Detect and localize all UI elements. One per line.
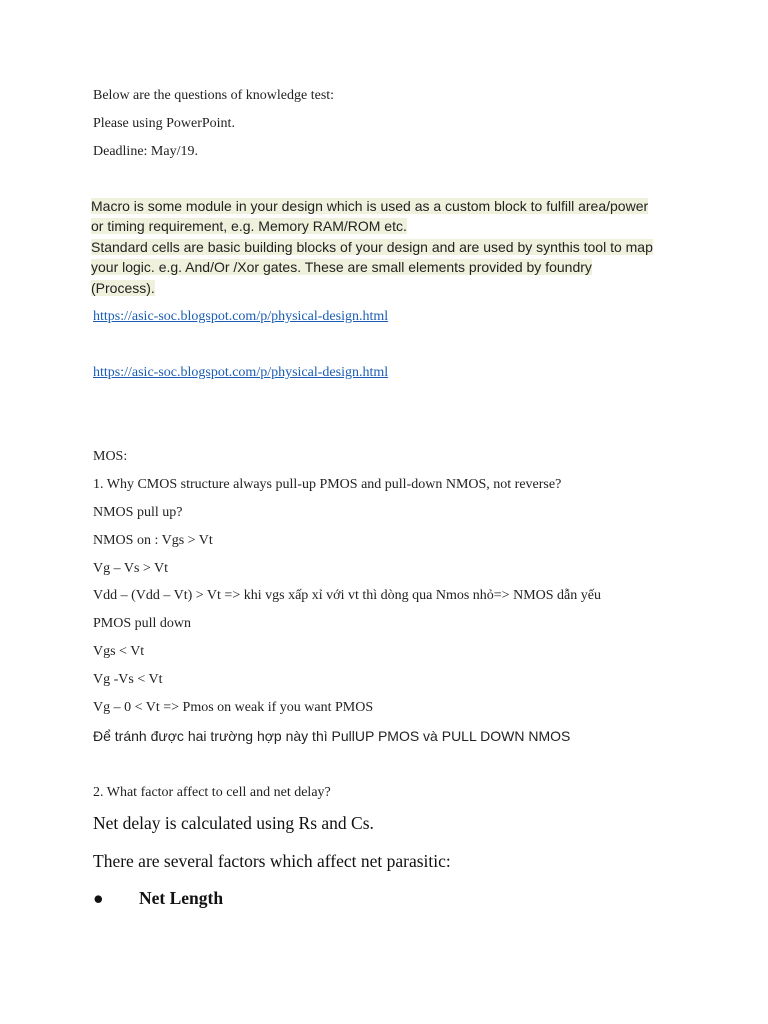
mos-line-4: Vdd – (Vdd – Vt) > Vt => khi vgs xấp xỉ với vt thì dòng qua Nmos nhỏ=> NMOS dẫn yếu: [93, 588, 601, 603]
mos-heading: MOS:: [93, 449, 128, 464]
mos-line-7: Vg -Vs < Vt: [93, 672, 163, 687]
question-1: 1. Why CMOS structure always pull-up PMOS and pull-down NMOS, not reverse?: [93, 477, 562, 492]
mos-line-5: PMOS pull down: [93, 616, 192, 631]
question-2: 2. What factor affect to cell and net delay?: [93, 785, 331, 800]
mos-line-1: NMOS pull up?: [93, 505, 183, 520]
mos-line-6: Vgs < Vt: [93, 644, 145, 659]
intro-line-1: Below are the questions of knowledge test:: [93, 88, 335, 103]
mos-line-2: NMOS on : Vgs > Vt: [93, 533, 213, 548]
net-delay-statement: Net delay is calculated using Rs and Cs.: [93, 813, 374, 833]
bullet-icon: ●: [93, 888, 104, 908]
mos-line-9: Để tránh được hai trường hợp này thì PullUP PMOS và PULL DOWN NMOS: [93, 728, 571, 744]
standard-cells-definition: Standard cells are basic building blocks of your design and are used by synthis tool to map your logic. e.g. And/Or /Xor gates. These are small elements provided by foundry (Process).: [91, 238, 653, 296]
bullet-item-net-length: Net Length: [139, 888, 224, 908]
net-parasitic-statement: There are several factors which affect net parasitic:: [93, 851, 451, 871]
mos-line-3: Vg – Vs > Vt: [93, 561, 169, 576]
macro-definition: Macro is some module in your design which is used as a custom block to fulfill area/power or timing requirement, e.g. Memory RAM/ROM etc.: [91, 198, 649, 235]
mos-line-8: Vg – 0 < Vt => Pmos on weak if you want PMOS: [93, 700, 374, 715]
physical-design-link-2[interactable]: https://asic-soc.blogspot.com/p/physical-design.html: [93, 365, 389, 380]
bullet-list-item: [93, 888, 223, 909]
highlighted-definitions: [91, 196, 657, 298]
physical-design-link-1[interactable]: https://asic-soc.blogspot.com/p/physical-design.html: [93, 309, 389, 324]
intro-line-2: Please using PowerPoint.: [93, 116, 235, 131]
intro-deadline: Deadline: May/19.: [93, 144, 198, 159]
